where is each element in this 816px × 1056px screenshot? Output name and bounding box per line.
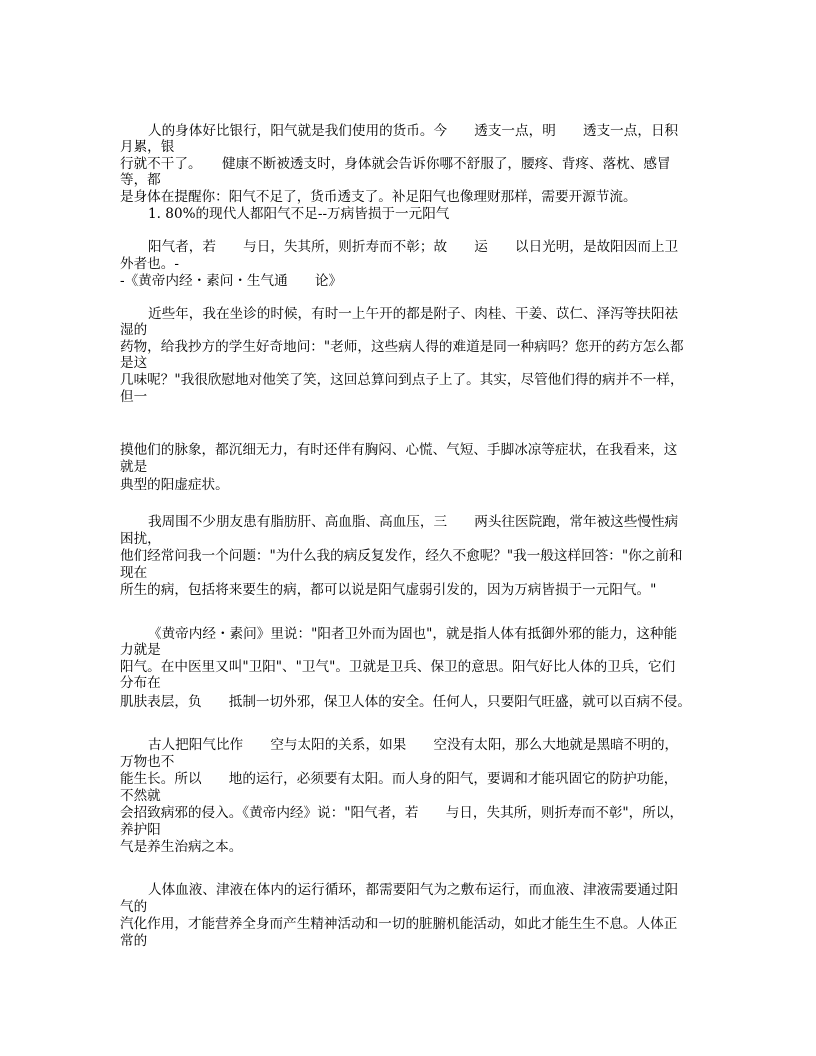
text-line: 几味呢？"我很欣慰地对他笑了笑，这回总算问到点子上了。其实，尽管他们得的病并不一样， xyxy=(120,372,684,388)
text-line: 但一 xyxy=(120,389,148,405)
text-line: 人体血液、津液在体内的运行循环，都需要阳气为之敷布运行，而血液、津液需要通过阳 xyxy=(148,882,679,898)
text-line: 养护阳 xyxy=(120,822,161,838)
text-line: 是这 xyxy=(120,355,148,371)
text-line: 分布在 xyxy=(120,675,161,691)
text-line: 古人把阳气比作 空与太阳的关系，如果 空没有太阳，那么大地就是黑暗不明的， xyxy=(148,737,679,753)
text-line: 他们经常问我一个问题："为什么我的病反复发作，经久不愈呢？"我一般这样回答："你之前和 xyxy=(120,548,683,564)
text-line: 《黄帝内经・素问》里说："阳者卫外而为固也"，就是指人体有抵御外邪的能力，这种能 xyxy=(148,626,678,642)
text-line: 典型的阳虚症状。 xyxy=(120,477,229,493)
text-line: 气的 xyxy=(120,899,148,915)
text-line: 现在 xyxy=(120,565,148,581)
text-line: 1. 80%的现代人都阳气不足--万病皆损于一元阳气 xyxy=(148,206,450,222)
text-line: 困扰， xyxy=(120,531,161,547)
text-line: 力就是 xyxy=(120,642,161,658)
text-line: 汽化作用，才能营养全身而产生精神活动和一切的脏腑机能活动，如此才能生生不息。人体正 xyxy=(120,916,678,932)
text-line: 月累，银 xyxy=(120,139,175,155)
text-line: 我周围不少朋友患有脂肪肝、高血脂、高血压，三 两头往医院跑，常年被这些慢性病 xyxy=(148,514,679,530)
text-line: 外者也。- xyxy=(120,256,179,272)
text-line: 气是养生治病之本。 xyxy=(120,839,243,855)
text-line: 万物也不 xyxy=(120,754,175,770)
text-line: 是身体在提醒你：阳气不足了，货币透支了。补足阳气也像理财那样，需要开源节流。 xyxy=(120,189,637,205)
text-line: 会招致病邪的侵入。《黄帝内经》说："阳气者，若 与日，失其所，则折寿而不彰"，所以， xyxy=(120,805,684,821)
text-line: 摸他们的脉象，都沉细无力，有时还伴有胸闷、心慌、气短、手脚冰凉等症状，在我看来，这 xyxy=(120,442,678,458)
text-line: 肌肤表层，负 抵制一切外邪，保卫人体的安全。任何人，只要阳气旺盛，就可以百病不侵。 xyxy=(120,694,691,710)
text-line: 等，都 xyxy=(120,172,161,188)
text-line: 就是 xyxy=(120,459,148,475)
text-line: 能生长。所以 地的运行，必须要有太阳。而人身的阳气，要调和才能巩固它的防护功能， xyxy=(120,771,678,787)
text-line: 人的身体好比银行，阳气就是我们使用的货币。今 透支一点，明 透支一点，日积 xyxy=(148,123,679,139)
text-line: 不然就 xyxy=(120,788,161,804)
text-line: 湿的 xyxy=(120,322,148,338)
text-line: 常的 xyxy=(120,933,148,949)
text-line: 药物，给我抄方的学生好奇地问："老师，这些病人得的难道是同一种病吗？您开的药方怎么都 xyxy=(120,339,684,355)
text-line: -《黄帝内经・素问・生气通 论》 xyxy=(120,273,343,289)
text-line: 行就不干了。 健康不断被透支时，身体就会告诉你哪不舒服了，腰疼、背疼、落枕、感冒 xyxy=(120,156,671,172)
text-line: 阳气者，若 与日，失其所，则折寿而不彰；故 运 以日光明，是故阳因而上卫 xyxy=(148,239,679,255)
text-line: 近些年，我在坐诊的时候，有时一上午开的都是附子、肉桂、干姜、苡仁、泽泻等扶阳祛 xyxy=(148,306,679,322)
text-line: 所生的病，包括将来要生的病，都可以说是阳气虚弱引发的，因为万病皆损于一元阳气。" xyxy=(120,582,657,598)
text-line: 阳气。在中医里又叫"卫阳"、"卫气"。卫就是卫兵、保卫的意思。阳气好比人体的卫兵，它们 xyxy=(120,659,676,675)
